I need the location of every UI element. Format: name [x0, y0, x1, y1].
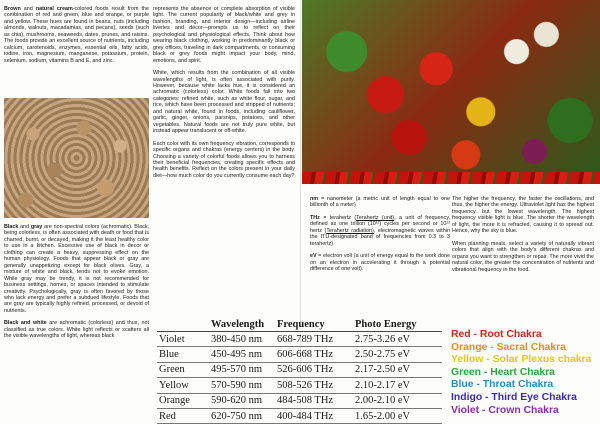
frequency-explanation: [452, 196, 594, 279]
wavelength-cell: 570-590 nm: [209, 378, 275, 393]
nm-definition: nm = nanometer (a metric unit of length equal to one billionth of a meter): [310, 196, 450, 209]
frequency-cell: 508-526 THz: [275, 378, 353, 393]
frequency-cell: 606-668 THz: [275, 347, 353, 362]
black-gray-paragraph: Black and gray are non-spectral colors (achromatic). Black, being colorless, is often associated with death or food that is charred, burnt, or decayed, making it the least healthy color to use in a kitchen. Excessive use of black in decor or clothing can create a heavy, suppressing effect on the human physiology. Foods that appear black or gray are generally unappetizing except for black olives. Gray, a mixture of white and black, tends not to evoke emotion. While gray may be trendy, it is not recommended for business settings, homes, or spaces intended to stimulate creativity. Psychologically, gray is often favored by those who lack energy and prefer a subdued lifestyle. Foods that are gray are typically highly refined, processed, or devoid of nutrients.: [4, 224, 149, 314]
table-row: [157, 408, 442, 423]
table-header: [157, 317, 209, 332]
units-definitions: [310, 196, 450, 279]
chakra-item: Blue - Throat Chakra: [451, 379, 554, 391]
wavelength-cell: 620-750 nm: [209, 408, 275, 423]
table-header: Wavelength: [209, 317, 275, 332]
color-cell: Orange: [157, 393, 209, 408]
table-row: [157, 332, 442, 347]
energy-cell: 2.10-2.17 eV: [353, 378, 442, 393]
color-cell: Red: [157, 408, 209, 423]
chili-peppers-strip: [302, 172, 600, 184]
frequency-cell: 400-484 THz: [275, 408, 353, 423]
frequency-cell: 526-606 THz: [275, 362, 353, 377]
chakra-item: Orange - Sacral Chakra: [451, 341, 566, 353]
frequency-cell: 484-508 THz: [275, 393, 353, 408]
white-foods-paragraph: White, which results from the combination of all visible wavelengths of light, is often associated with purity. However, because white lacks hue, it is considered an achromatic (colorless) color. White foods fall into two categories: refined white, such as white flour, sugar, and rice, which have been processed and stripped of nutrients; and natural white, found in foods, including cauliflower, garlic, ginger, onions, parsnips, potatoes, and other vegetables. Natural foods are not truly pure white, but instead appear translucent or off-white.: [153, 70, 295, 135]
table-header: Photo Energy: [353, 317, 442, 332]
color-cell: Violet: [157, 332, 209, 347]
wavelength-cell: 495-570 nm: [209, 362, 275, 377]
table-row: [157, 362, 442, 377]
energy-cell: 2.75-3.26 eV: [353, 332, 442, 347]
wavelength-cell: 590-620 nm: [209, 393, 275, 408]
frequency-paragraph: The higher the frequency, the faster the oscillations, and thus, the higher the energy. Ultraviolet light has the highest frequency, but the lowest wavelength. The highest frequency visible light is blue. The shorter the wavelength of light, the more it is refracted, causing it to spread out. Hence, why the sky is blue.: [452, 196, 594, 235]
table-header: Frequency: [275, 317, 353, 332]
table-row: [157, 378, 442, 393]
achromatic-effects-paragraph: represents the absence or complete absorption of visible light. The current popularity of black/white and grey in fashion, branding, and interior design—including airline liveries and décor—prompts us to reflect on their psychological and physiological effects. Think about how wearing black clothing, working in predominantly black or grey offices, traveling in dark compartments, or consuming black or grey foods might impact your body, mind, emotions, and spirit.: [153, 6, 295, 64]
frequency-cell: 668-789 THz: [275, 332, 353, 347]
chakra-item: Violet - Crown Chakra: [451, 404, 559, 416]
brown-cream-paragraph-block: [4, 6, 149, 70]
color-cell: Green: [157, 362, 209, 377]
energy-cell: 2.00-2.10 eV: [353, 393, 442, 408]
color-cell: Yellow: [157, 378, 209, 393]
table-row: [157, 393, 442, 408]
vegetables-photo: [302, 0, 600, 172]
energy-cell: 2.17-2.50 eV: [353, 362, 442, 377]
thz-definition: THz = terahertz (Terahertz (unit), a unit of frequency, defined as one trillion (10¹²) cycles per second or 10¹² hertz (Terahertz radiation), electromagnetic waves within the ITU-designated band of frequencies from 0.3 to 3 terahertz): [310, 214, 450, 247]
chakra-list: [451, 329, 591, 417]
chakra-item: Red - Root Chakra: [451, 329, 542, 340]
black-white-paragraph: Black and white are achromatic (colorless) and thus, not classified as true colors. White light reflects or scatters all the visible wavelengths of light, whereas black: [4, 320, 149, 340]
energy-cell: 2.50-2.75 eV: [353, 347, 442, 362]
chakra-item: Indigo - Third Eye Chakra: [451, 391, 577, 403]
black-gray-paragraph-block: [4, 224, 149, 346]
table-row: [157, 347, 442, 362]
brown-cream-paragraph: Brown and natural cream-colored foods result from the combination of red and green, blue and orange, or purple and yellow. These hues are found in beans, nuts (including almonds, walnuts, macadamias, and pecans), seeds (such as chia), mushrooms, seaweeds, dates, prunes, and raisins. The foods provide an excellent source of nutrients, including calcium, carotenoids, enzymes, essential oils, fatty acids, iodine, iron, magnesium, manganese, potassium, protein, selenium, sodium, vitamins B and E, and zinc.: [4, 6, 149, 64]
chakra-item: Green - Heart Chakra: [451, 366, 555, 378]
color-cell: Blue: [157, 347, 209, 362]
wavelength-table: [157, 317, 442, 424]
wavelength-cell: 450-495 nm: [209, 347, 275, 362]
meal-planning-paragraph: When planning meals, select a variety of naturally vibrant colors that align with the body's different chakras and organs you want to strengthen or repair. The more vivid the natural color, the greater the concentration of nutrients and vibrational frequency in the food.: [452, 240, 594, 273]
frequency-diet-paragraph: Each color with its own frequency vibration, corresponds to specific organs and chakras (energy centers) in the body. Choosing a variety of colorful foods allows you to harness their beneficial frequencies, creating specific effects and health benefits. Reflect on the colors present in your daily diet—how much color do you currently consume each day?: [153, 140, 295, 179]
energy-cell: 1.65-2.00 eV: [353, 408, 442, 423]
nuts-beans-photo: [4, 98, 149, 218]
chakra-item: Yellow - Solar Plexus chakra: [451, 354, 592, 366]
ev-definition: eV = electron volt (a unit of energy equal to the work done on an electron in accelerating it through a potential difference of one volt).: [310, 253, 450, 273]
white-achromatic-column: [153, 6, 295, 185]
table-header-row: [157, 317, 442, 332]
wavelength-cell: 380-450 nm: [209, 332, 275, 347]
